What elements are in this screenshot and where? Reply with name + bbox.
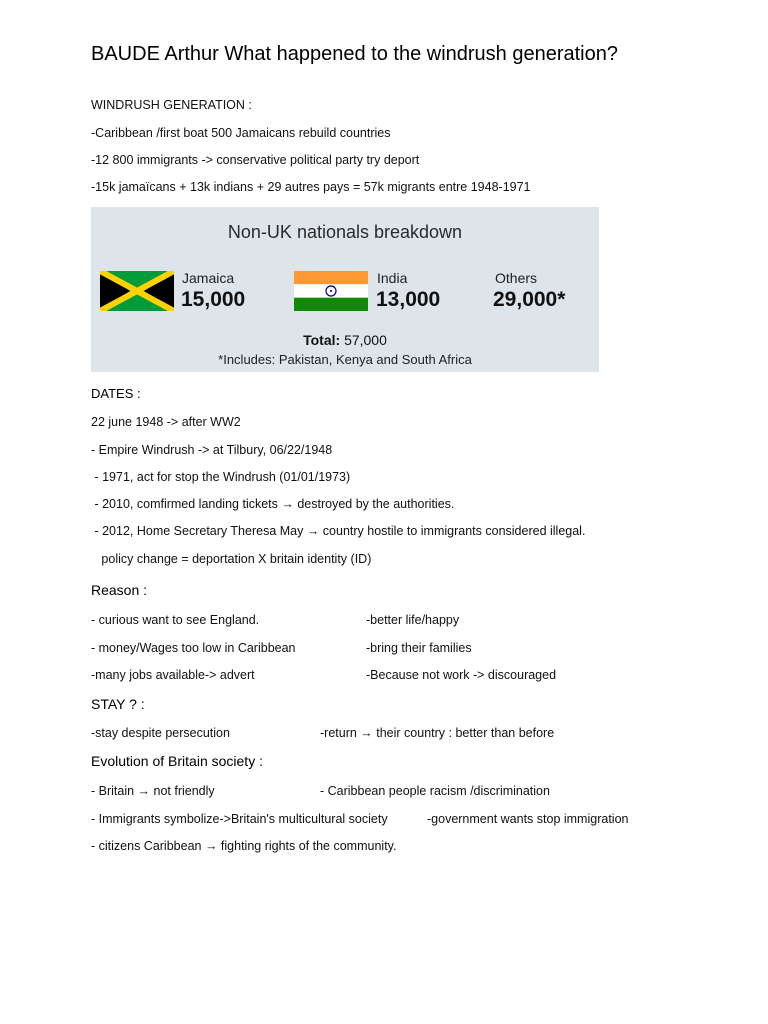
total-label: Total: [303, 332, 341, 348]
windrush-line-2: -12 800 immigrants -> conservative political party try deport [91, 153, 420, 167]
total-value: 57,000 [344, 332, 387, 348]
reason-right-1: -better life/happy [366, 613, 460, 627]
country-label-jamaica: Jamaica [182, 270, 235, 286]
page-title: BAUDE Arthur What happened to the windrush generation? [91, 43, 618, 65]
evolution-row2-right: -government wants stop immigration [427, 812, 629, 826]
windrush-line-1: -Caribbean /first boat 500 Jamaicans rebuild countries [91, 126, 391, 140]
india-flag-icon [294, 271, 368, 311]
section-heading-dates: DATES : [91, 386, 141, 401]
evolution-row1-left: - Britain → not friendly [91, 784, 215, 798]
evolution-row2-left: - Immigrants symbolize->Britain's multicultural society [91, 812, 388, 826]
infographic-title: Non-UK nationals breakdown [227, 222, 463, 242]
stay-left: -stay despite persecution [91, 726, 230, 740]
infographic-note: *Includes: Pakistan, Kenya and South Africa [218, 352, 472, 367]
reason-left-2: - money/Wages too low in Caribbean [91, 641, 296, 655]
evolution-row1-right: - Caribbean people racism /discrimination [320, 784, 550, 798]
country-label-others: Others [495, 270, 538, 286]
dates-line-6: policy change = deportation X britain identity (ID) [91, 552, 372, 566]
dates-line-1: 22 june 1948 -> after WW2 [91, 415, 241, 429]
reason-right-3: -Because not work -> discouraged [366, 668, 557, 682]
section-heading-evolution: Evolution of Britain society : [91, 753, 263, 769]
evolution-row3: - citizens Caribbean → fighting rights of the community. [91, 839, 397, 853]
count-india: 13,000 [376, 288, 441, 311]
count-jamaica: 15,000 [181, 288, 246, 311]
windrush-line-3: -15k jamaïcans + 13k indians + 29 autres pays = 57k migrants entre 1948-1971 [91, 180, 531, 194]
reason-left-3: -many jobs available-> advert [91, 668, 255, 682]
dates-line-3: - 1971, act for stop the Windrush (01/01/1973) [91, 470, 351, 484]
dates-line-4: - 2010, comfirmed landing tickets → destroyed by the authorities. [91, 497, 455, 511]
jamaica-flag-icon [100, 271, 174, 311]
section-heading-reason: Reason : [91, 582, 148, 598]
section-heading-stay: STAY ? : [91, 696, 145, 712]
dates-line-5: - 2012, Home Secretary Theresa May → country hostile to immigrants considered illegal. [91, 524, 586, 538]
nationals-infographic [91, 207, 599, 372]
dates-line-2: - Empire Windrush -> at Tilbury, 06/22/1948 [91, 443, 333, 457]
country-label-india: India [377, 270, 408, 286]
stay-right: -return → their country : better than before [320, 726, 555, 740]
infographic-total [91, 332, 599, 348]
section-heading-windrush: WINDRUSH GENERATION : [91, 98, 252, 112]
count-others: 29,000* [493, 288, 566, 311]
reason-left-1: - curious want to see England. [91, 613, 260, 627]
reason-right-2: -bring their families [366, 641, 472, 655]
